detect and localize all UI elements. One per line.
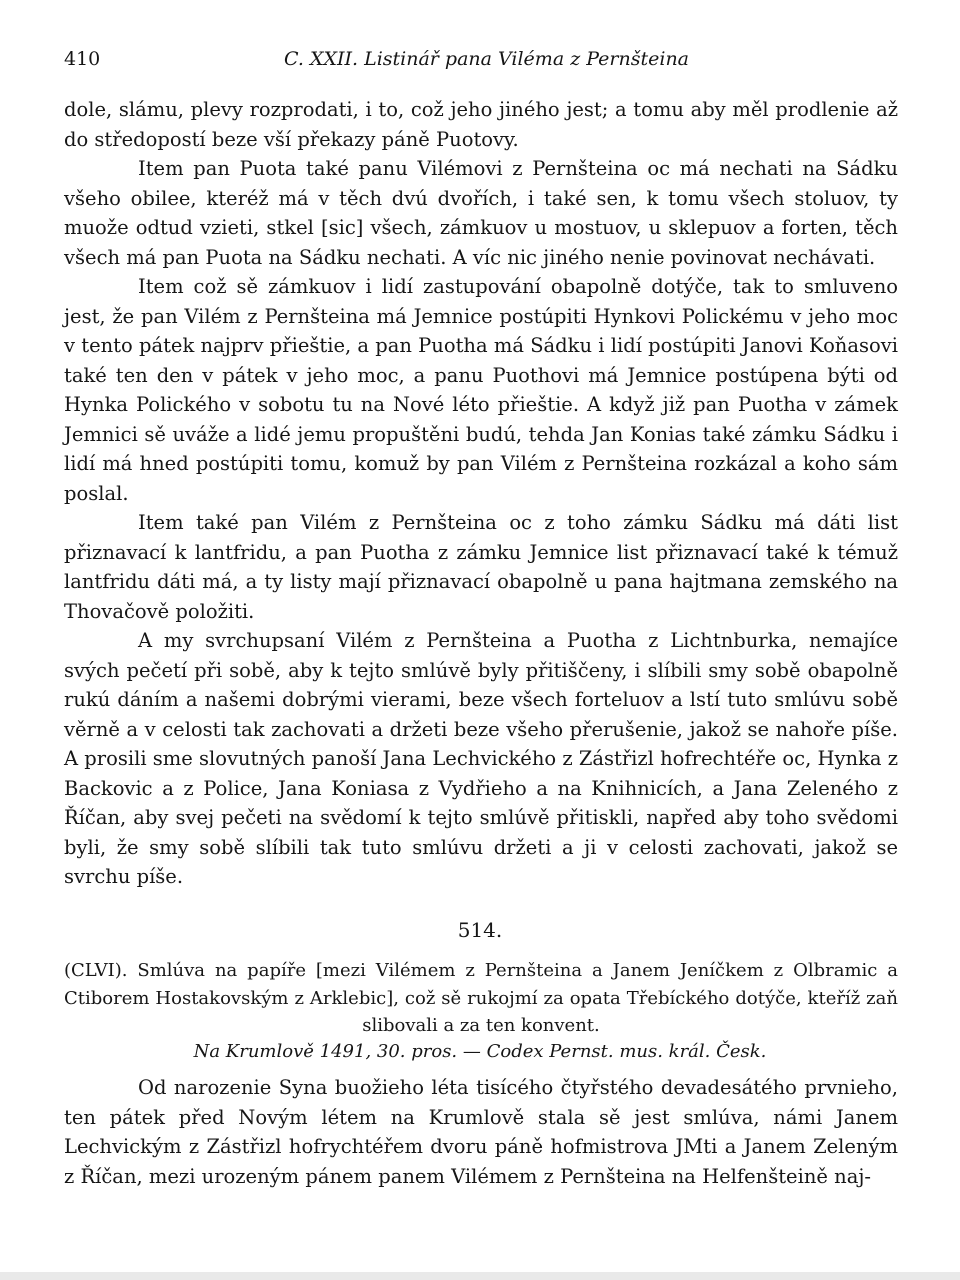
document-regest: (CLVI). Smlúva na papíře [mezi Vilémem z Pernšteina a Janem Jeníčkem z Olbramic a Ctiborem Hostakovským z Arklebic], což sě rukojmí za opata Třebíckého dotýče, kteříž zaň slibovali a za ten konvent.: [64, 960, 898, 1036]
document-number: 514.: [457, 918, 503, 942]
charter-text-continued: [64, 95, 898, 892]
paragraph: Od narozenie Syna buožieho léta tisícého čtyřstého devadesátého prvnieho, ten pátek před Novým létem na Krumlově stala sě jest smlúva, námi Janem Lechvickým z Zástřizl hofrychtéřem dvoru páně hofmistrova JMti a Janem Zeleným z Říčan, mezi urozeným pánem panem Vilémem z Pernšteina na Helfenšteině naj-: [64, 1076, 898, 1188]
paragraph: Item což sě zámkuov i lidí zastupování obapolně dotýče, tak to smluveno jest, že pan Vilém z Pernšteina má Jemnice postúpiti Hynkovi Polickému v jeho moc v tento pátek najprv přieštie, a pan Puotha má Sádku i lidí postúpiti Janovi Koňasovi také ten den v pátek v jeho moc, a panu Puothovi má Jemnice postúpena býti od Hynka Polického v sobotu tu na Nové léto přieštie. A když již pan Puotha v zámek Jemnici sě uváže a lidé jemu propuštěni budú, tehda Jan Konias také zámku Sádku i lidí má hned postúpiti tomu, komuž by pan Vilém z Pernšteina rozkázal a koho sám poslal.: [64, 275, 898, 505]
paragraph: Item také pan Vilém z Pernšteina oc z toho zámku Sádku má dáti list přiznavací k lantfridu, a pan Puotha z zámku Jemnice list přiznavací také k témuž lantfridu dáti má, a ty listy mají přiznavací obapolně u pana hajtmana zemského na Thovačově položiti.: [64, 511, 898, 623]
charter-text: [64, 1073, 898, 1191]
paragraph: dole, slámu, plevy rozprodati, i to, což jeho jiného jest; a tomu aby měl prodlenie až do středopostí beze vší překazy páně Puotovy.: [64, 98, 898, 151]
paragraph: A my svrchupsaní Vilém z Pernšteina a Puotha z Lichtnburka, nemajíce svých pečetí při sobě, aby k tejto smlúvě byly přitiščeny, i slíbili smy sobě obapolně rukú dáním a našemi dobrými vierami, beze všech forteluov a lstí tuto smlúvu sobě věrně a v celosti tak zachovati a držeti beze všeho přerušenie, jakož se nahoře píše. A prosili sme slovutných panoší Jana Lechvického z Zástřizl hofrechtéře oc, Hynka z Backovic a z Police, Jana Koniasa z Vydřieho a na Knihnicích, a Jana Zeleného z Říčan, aby svej pečeti na svědomí k tejto smlúvě přitiskli, napřed aby toho svědomi byli, že smy sobě slíbili tak tuto smlúvu držeti a ji v celosti zachovati, jakož se svrchu píše.: [64, 629, 898, 888]
running-title: C. XXII. Listinář pana Viléma z Pernšteina: [284, 48, 690, 70]
page-bottom-edge: [0, 1272, 960, 1280]
page-number: 410: [64, 48, 101, 70]
page-header: [64, 48, 904, 78]
document-source-line: Na Krumlově 1491, 30. pros. — Codex Pernst. mus. král. Česk.: [193, 1041, 767, 1062]
paragraph: Item pan Puota také panu Vilémovi z Pernšteina oc má nechati na Sádku všeho obilee, kteréž má v těch dvú dvořích, i také sen, k tomu všech stoluov, ty muože odtud vzieti, stkel [sic] všech, zámkuov u mostuov, u sklepuov a forten, těch všech má pan Puota na Sádku nechati. A víc nic jiného nenie povinovat nechávati.: [64, 157, 898, 269]
